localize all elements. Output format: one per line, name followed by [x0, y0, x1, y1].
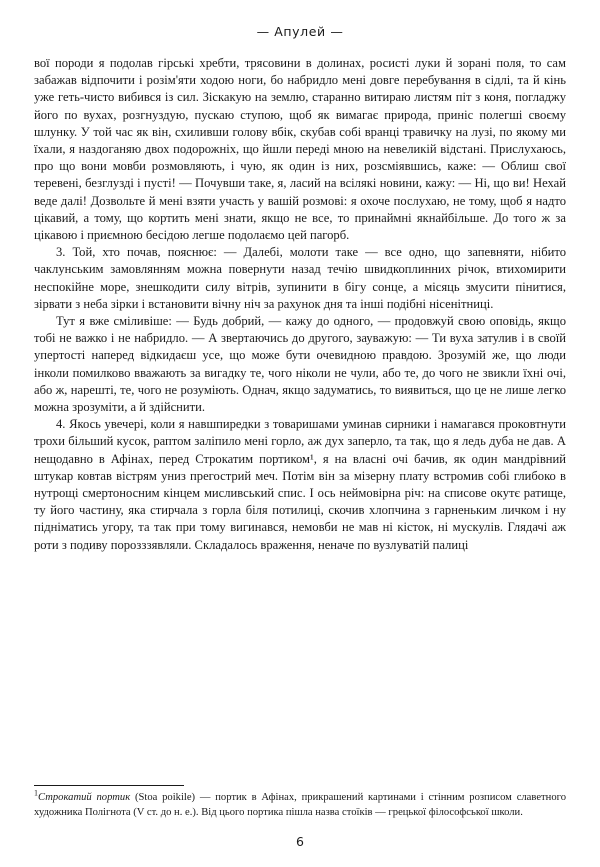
- paragraph-1: вої породи я подолав гірські хребти, трясовини в долинах, росисті луки й зорані поля, то сам забажав відпочити і розім'яти ходою ноги, бо набридло мені довге перебування в сідлі, та й кінь уже геть-чисто вибився із сил. Зіскакую на землю, старанно витираю листям піт з коня, погладжу його по вухах, розгнуздую, пускаю ступою, щоб як вимагає природа, приніс полегші своєму шлунку. У той час як він, схиливши голову вбік, скубав собі вранці травичку на лузі, по якому ми їхали, я наздоганяю двох подорожніх, що йшли переді мною на невеликій відстані. Прислухаюсь, про що вони мовби розмовляють, і чую, як один із них, розсміявшись, каже: — Облиш свої теревені, безглузді і пусті! — Почувши таке, я, ласий на всілякі новини, кажу: — Ні, що ви! Нехай веде далі! Дозвольте й мені взяти участь у вашій розмові: я охоче послухаю, не тому, щоб я надто цікавий, а тому, що кортить мені знати, якщо не все, то принаймні якнайбільше. До того ж за цікавою і приємною бесідою легше подолаємо цей пагорб.: [34, 56, 566, 243]
- paragraph-2: 3. Той, хто почав, пояснює: — Далебі, молоти таке — все одно, що запевняти, нібито чаклунським замовлянням можна повернути назад течію швидкоплинних річок, втихомирити неспокійне море, знешкодити силу вітрів, зупинити в бігу сонце, а місяць змусити пінитися, зірвати з неба зірки і встановити вічну ніч за рахунок дня та інші подібні нісенітниці.: [34, 245, 566, 311]
- page-number: 6: [296, 834, 304, 849]
- footnote-divider: [34, 785, 184, 786]
- body-text: [34, 55, 566, 775]
- footnote-marker: 1: [34, 788, 38, 798]
- running-head: — Апулей —: [256, 24, 344, 39]
- footnote-text: (Stoa poikile) — портик в Афінах, прикрашений картинами і стінним розписом славетного художника Полігнота (V ст. до н. е.). Від цього портика пішла назва стоїків — грецької філософської школи.: [34, 792, 566, 818]
- paragraph-4: 4. Якось увечері, коли я навшпиредки з товаришами уминав сирники і намагався проковтнути трохи більший кусок, раптом заліпило мені горло, аж дух заперло, та так, що я ледь дуба не дав. А нещодавно в Афінах, перед Строкатим портиком¹, я на власні очі бачив, як один мандрівний штукар ковтав вістрям униз прегострий меч. Потім він за мізерну плату встромив собі глибоко в нутрощі смертоносним кінцем мисливський спис. І ось неймовірна річ: на списове окутє ратище, ту його частину, яка стирчала з горла біля потилиці, скочив хлопчина з гарненьким личком і ну підніматись угору, та так при тому вигинався, немовби не мав ні кісток, ні мускулів. Глядачі аж роти з подиву порозззявляли. Складалось враження, неначе по вузлуватій палиці: [34, 417, 566, 552]
- paragraph-3: Тут я вже сміливіше: — Будь добрий, — кажу до одного, — продовжуй свою оповідь, якщо тобі не важко і не набридло. — А звертаючись до другого, зауважую: — Ти вуха затулив і в своїй упертості наперед відкидаєш усе, що може бути очевидною правдою. Зрозумій же, що люди інколи помилково вважають за вигадку те, чого ніколи не чули, або те, до чого не звикли їхні очі, або ж, нарешті, те, чого не розуміють. Однач, якщо задуматись, то виявиться, що це не лише легко можна зрозуміти, а й здійснити.: [34, 314, 566, 415]
- footnote-section: [34, 785, 566, 820]
- footnote-1: [34, 788, 566, 820]
- footnote-title: Строкатий портик: [38, 792, 131, 804]
